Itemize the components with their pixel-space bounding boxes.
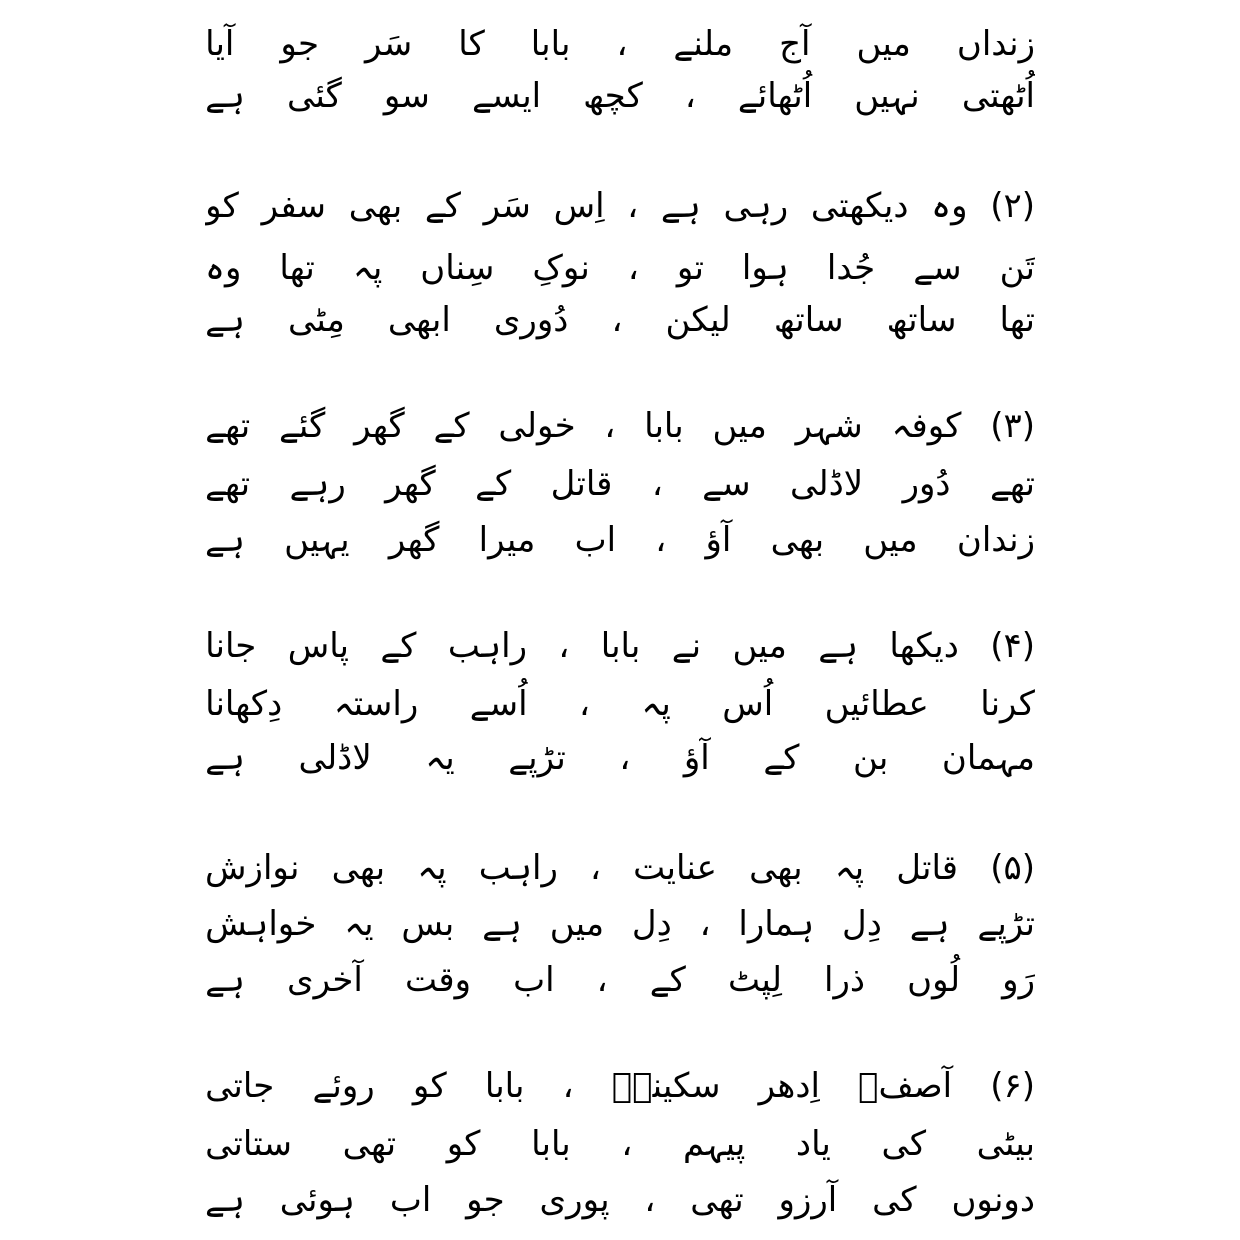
word: گئے bbox=[278, 406, 326, 446]
word: ہے bbox=[205, 738, 245, 778]
comma: ، bbox=[558, 626, 570, 666]
word: کے bbox=[433, 406, 470, 446]
word: بابا bbox=[530, 24, 571, 64]
stanza-4-line-3 bbox=[205, 732, 1035, 784]
word: جو bbox=[466, 1180, 505, 1220]
word: سفر bbox=[261, 186, 327, 226]
comma: ، bbox=[655, 520, 667, 560]
comma: ، bbox=[627, 248, 639, 288]
stanza-6-line-1 bbox=[205, 1060, 1035, 1112]
word: پہ bbox=[417, 848, 447, 888]
word: تھے bbox=[989, 464, 1035, 504]
word: گھر bbox=[385, 464, 436, 504]
word: کے bbox=[380, 626, 417, 666]
word: رَو bbox=[1002, 960, 1035, 1000]
word: عنایت bbox=[633, 848, 717, 888]
word: آرزو bbox=[778, 1180, 838, 1220]
word: ابھی bbox=[387, 300, 451, 340]
word: دیکھا bbox=[889, 626, 959, 666]
stanza-number: (۵) bbox=[990, 848, 1035, 888]
word: بابا bbox=[600, 626, 641, 666]
word: اب bbox=[389, 1180, 432, 1220]
word: کے bbox=[475, 464, 512, 504]
word: پوری bbox=[539, 1180, 610, 1220]
word: کو bbox=[446, 1124, 481, 1164]
word: ہے bbox=[909, 904, 950, 944]
word: گئی bbox=[286, 76, 342, 116]
word: ہے bbox=[482, 904, 522, 944]
word: سِناں bbox=[420, 248, 495, 288]
word: ہوا bbox=[741, 248, 789, 288]
comma: ، bbox=[627, 186, 639, 226]
word: میں bbox=[863, 520, 918, 560]
word: لاڈلی bbox=[298, 738, 372, 778]
word: رہی bbox=[723, 186, 789, 226]
word: بس bbox=[401, 904, 455, 944]
word: آیا bbox=[205, 24, 235, 64]
word: ہے bbox=[205, 960, 245, 1000]
stanza-3-line-2 bbox=[205, 458, 1035, 510]
word: تھی bbox=[690, 1180, 744, 1220]
word: اِس bbox=[553, 186, 605, 226]
word: اُٹھتی bbox=[961, 76, 1035, 116]
word: تڑپے bbox=[977, 904, 1035, 944]
stanza-5-line-2 bbox=[205, 898, 1035, 950]
stanza-2-line-1 bbox=[205, 180, 1035, 232]
word: آخری bbox=[287, 960, 363, 1000]
word: مِٹی bbox=[287, 300, 345, 340]
word: تھے bbox=[205, 464, 251, 504]
word: بھی bbox=[749, 848, 803, 888]
word: روئے bbox=[312, 1066, 375, 1106]
word: ساتھ bbox=[773, 300, 844, 340]
stanza-number: (۲) bbox=[990, 186, 1035, 226]
comma: ، bbox=[651, 464, 663, 504]
word: دُوری bbox=[493, 300, 569, 340]
word: اُس bbox=[722, 684, 774, 724]
word: اب bbox=[574, 520, 617, 560]
stanza-6-line-3 bbox=[205, 1174, 1035, 1226]
word: ہے bbox=[660, 186, 701, 226]
word: نوکِ bbox=[532, 248, 590, 288]
stanza-1-line-1 bbox=[205, 18, 1035, 70]
word: راہب bbox=[447, 626, 528, 666]
word: بھی bbox=[770, 520, 825, 560]
word: راستہ bbox=[333, 684, 419, 724]
word: لِپٹ bbox=[727, 960, 782, 1000]
word: تھا bbox=[279, 248, 315, 288]
word: کچھ bbox=[583, 76, 643, 116]
word: نے bbox=[671, 626, 702, 666]
word: دِکھانا bbox=[205, 684, 283, 724]
word: ایسے bbox=[471, 76, 542, 116]
word: ہے bbox=[818, 626, 859, 666]
stanza-3-line-1 bbox=[205, 400, 1035, 452]
word: ہے bbox=[205, 76, 245, 116]
word: قاتل bbox=[896, 848, 959, 888]
comma: ، bbox=[616, 24, 628, 64]
word: گھر bbox=[354, 406, 405, 446]
word: ہے bbox=[205, 520, 245, 560]
word: راہب bbox=[478, 848, 558, 888]
word: ہے bbox=[205, 1180, 245, 1220]
word: وہ bbox=[931, 186, 968, 226]
word: کے bbox=[649, 960, 686, 1000]
word: دونوں bbox=[951, 1180, 1035, 1220]
word: تَن bbox=[999, 248, 1035, 288]
word: کی bbox=[872, 1180, 917, 1220]
word: گھر bbox=[388, 520, 440, 560]
word: دیکھتی bbox=[810, 186, 909, 226]
stanza-1-line-2 bbox=[205, 70, 1035, 122]
word: پاس bbox=[287, 626, 350, 666]
comma: ، bbox=[611, 300, 623, 340]
stanza-5-line-1 bbox=[205, 842, 1035, 894]
word: کا bbox=[458, 24, 485, 64]
word: بن bbox=[852, 738, 889, 778]
word: بھی bbox=[348, 186, 403, 226]
word: پہ bbox=[641, 684, 671, 724]
comma: ، bbox=[684, 76, 696, 116]
word: کرنا bbox=[980, 684, 1035, 724]
word: سکینہؑ bbox=[611, 1066, 721, 1106]
word: اُٹھائے bbox=[737, 76, 813, 116]
word: بابا bbox=[644, 406, 684, 446]
word: یہیں bbox=[284, 520, 350, 560]
stanza-3-line-3 bbox=[205, 514, 1035, 566]
word: ذرا bbox=[824, 960, 866, 1000]
word: ہمارا bbox=[738, 904, 815, 944]
word: جُدا bbox=[826, 248, 876, 288]
word: آؤ bbox=[683, 738, 710, 778]
word: جانا bbox=[205, 626, 257, 666]
stanza-4-line-2 bbox=[205, 678, 1035, 730]
word: نہیں bbox=[854, 76, 920, 116]
word: بابا bbox=[531, 1124, 571, 1164]
stanza-6-line-2 bbox=[205, 1118, 1035, 1170]
word: یہ bbox=[344, 904, 374, 944]
word: اُسے bbox=[469, 684, 528, 724]
comma: ، bbox=[619, 738, 631, 778]
word: میں bbox=[732, 626, 787, 666]
comma: ، bbox=[699, 904, 711, 944]
word: وقت bbox=[404, 960, 471, 1000]
comma: ، bbox=[604, 406, 616, 446]
stanza-5-line-3 bbox=[205, 954, 1035, 1006]
comma: ، bbox=[590, 848, 602, 888]
word: ہے bbox=[205, 300, 245, 340]
word: بیٹی bbox=[976, 1124, 1035, 1164]
stanza-4-line-1 bbox=[205, 620, 1035, 672]
word: شہر bbox=[795, 406, 863, 446]
word: جاتی bbox=[205, 1066, 275, 1106]
word: تو bbox=[676, 248, 704, 288]
word: پیہم bbox=[683, 1124, 746, 1164]
word: کے bbox=[424, 186, 461, 226]
word: میرا bbox=[478, 520, 536, 560]
word: میں bbox=[549, 904, 605, 944]
stanza-number: (۴) bbox=[990, 626, 1035, 666]
word: جو bbox=[280, 24, 319, 64]
word: سَر bbox=[483, 186, 531, 226]
comma: ، bbox=[621, 1124, 633, 1164]
word: آؤ bbox=[705, 520, 732, 560]
word: میں bbox=[856, 24, 911, 64]
word: تھی bbox=[342, 1124, 397, 1164]
word: قاتل bbox=[550, 464, 613, 504]
word: آصفؔ bbox=[858, 1066, 953, 1106]
word: لُوں bbox=[907, 960, 961, 1000]
comma: ، bbox=[644, 1180, 656, 1220]
word: کو bbox=[205, 186, 239, 226]
comma: ، bbox=[596, 960, 608, 1000]
stanza-number: (۶) bbox=[990, 1066, 1035, 1106]
word: رہے bbox=[289, 464, 346, 504]
word: آج bbox=[779, 24, 811, 64]
word: لیکن bbox=[665, 300, 731, 340]
word: کے bbox=[763, 738, 800, 778]
word: میں bbox=[712, 406, 767, 446]
word: کی bbox=[881, 1124, 927, 1164]
word: تھے bbox=[205, 406, 251, 446]
word: پہ bbox=[834, 848, 865, 888]
word: زنداں bbox=[956, 24, 1035, 64]
stanza-2-line-3 bbox=[205, 294, 1035, 346]
cut-off-previous-line bbox=[205, 0, 1035, 8]
word: تھا bbox=[999, 300, 1035, 340]
word: سے bbox=[913, 248, 962, 288]
word: زندان bbox=[956, 520, 1035, 560]
word: ستاتی bbox=[205, 1124, 292, 1164]
word: سَر bbox=[364, 24, 413, 64]
word: پہ bbox=[352, 248, 383, 288]
word: خواہش bbox=[205, 904, 317, 944]
word: دِل bbox=[631, 904, 672, 944]
word: عطائیں bbox=[824, 684, 929, 724]
word: سے bbox=[702, 464, 751, 504]
word: لاڈلی bbox=[789, 464, 864, 504]
word: وہ bbox=[205, 248, 242, 288]
word: کوفہ bbox=[891, 406, 962, 446]
word: دِل bbox=[842, 904, 882, 944]
word: کو bbox=[412, 1066, 447, 1106]
word: اب bbox=[513, 960, 555, 1000]
word: یاد bbox=[795, 1124, 831, 1164]
word: یہ bbox=[425, 738, 455, 778]
word: سو bbox=[383, 76, 430, 116]
stanza-number: (۳) bbox=[990, 406, 1035, 446]
word: نوازش bbox=[205, 848, 300, 888]
word: دُور bbox=[902, 464, 951, 504]
word: مہمان bbox=[941, 738, 1035, 778]
word: ہوئی bbox=[279, 1180, 355, 1220]
word: تڑپے bbox=[508, 738, 566, 778]
word: ملنے bbox=[673, 24, 734, 64]
word: خولی bbox=[498, 406, 576, 446]
comma: ، bbox=[578, 684, 590, 724]
word: بابا bbox=[484, 1066, 525, 1106]
word: ساتھ bbox=[886, 300, 957, 340]
word: بھی bbox=[331, 848, 386, 888]
stanza-2-line-2 bbox=[205, 242, 1035, 294]
comma: ، bbox=[562, 1066, 574, 1106]
word: اِدھر bbox=[758, 1066, 820, 1106]
